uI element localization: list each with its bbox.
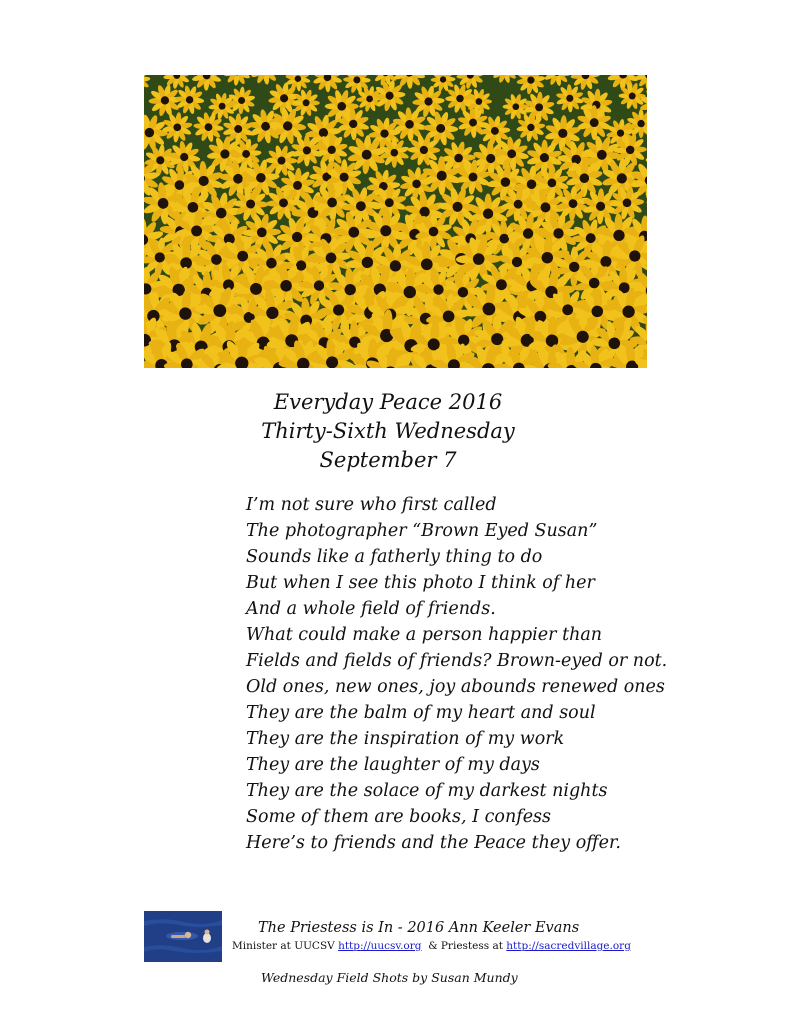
poem-line: They are the solace of my darkest nights xyxy=(246,781,608,801)
footer-affiliations xyxy=(232,940,631,952)
title-line-date: September 7 xyxy=(319,448,457,472)
footer-title: The Priestess is In - 2016 Ann Keeler Evans xyxy=(258,920,580,936)
poem-line: They are the inspiration of my work xyxy=(246,729,565,749)
poem-line: Fields and fields of friends? Brown-eyed or not. xyxy=(246,651,668,671)
poem-line: But when I see this photo I think of her xyxy=(246,573,595,593)
minister-text: Minister at UUCSV xyxy=(232,940,335,952)
sacredvillage-link[interactable]: http://sacredvillage.org xyxy=(506,940,631,952)
poem-line: Sounds like a fatherly thing to do xyxy=(246,547,543,567)
poem-line: Some of them are books, I confess xyxy=(246,807,552,827)
poem-line: The photographer “Brown Eyed Susan” xyxy=(246,521,598,541)
flower-field-photo xyxy=(144,75,647,368)
swimmer-thumbnail xyxy=(144,911,222,962)
title-line-series: Everyday Peace 2016 xyxy=(273,390,503,414)
poem-line: What could make a person happier than xyxy=(246,625,603,645)
poem-line: Old ones, new ones, joy abounds renewed ones xyxy=(246,677,665,697)
uucsv-link[interactable]: http://uucsv.org xyxy=(338,940,422,952)
poem-line: I’m not sure who first called xyxy=(246,495,497,515)
poem-line: They are the laughter of my days xyxy=(246,755,540,775)
photo-credit: Wednesday Field Shots by Susan Mundy xyxy=(261,970,518,985)
flower-field-image xyxy=(144,75,647,368)
title-line-week: Thirty-Sixth Wednesday xyxy=(261,419,515,443)
page-title xyxy=(200,388,576,475)
poem-line: Here’s to friends and the Peace they offer. xyxy=(246,833,621,853)
poem-line: And a whole field of friends. xyxy=(246,599,496,619)
priestess-text: & Priestess at xyxy=(428,940,503,952)
poem xyxy=(246,492,667,856)
poem-line: They are the balm of my heart and soul xyxy=(246,703,596,723)
